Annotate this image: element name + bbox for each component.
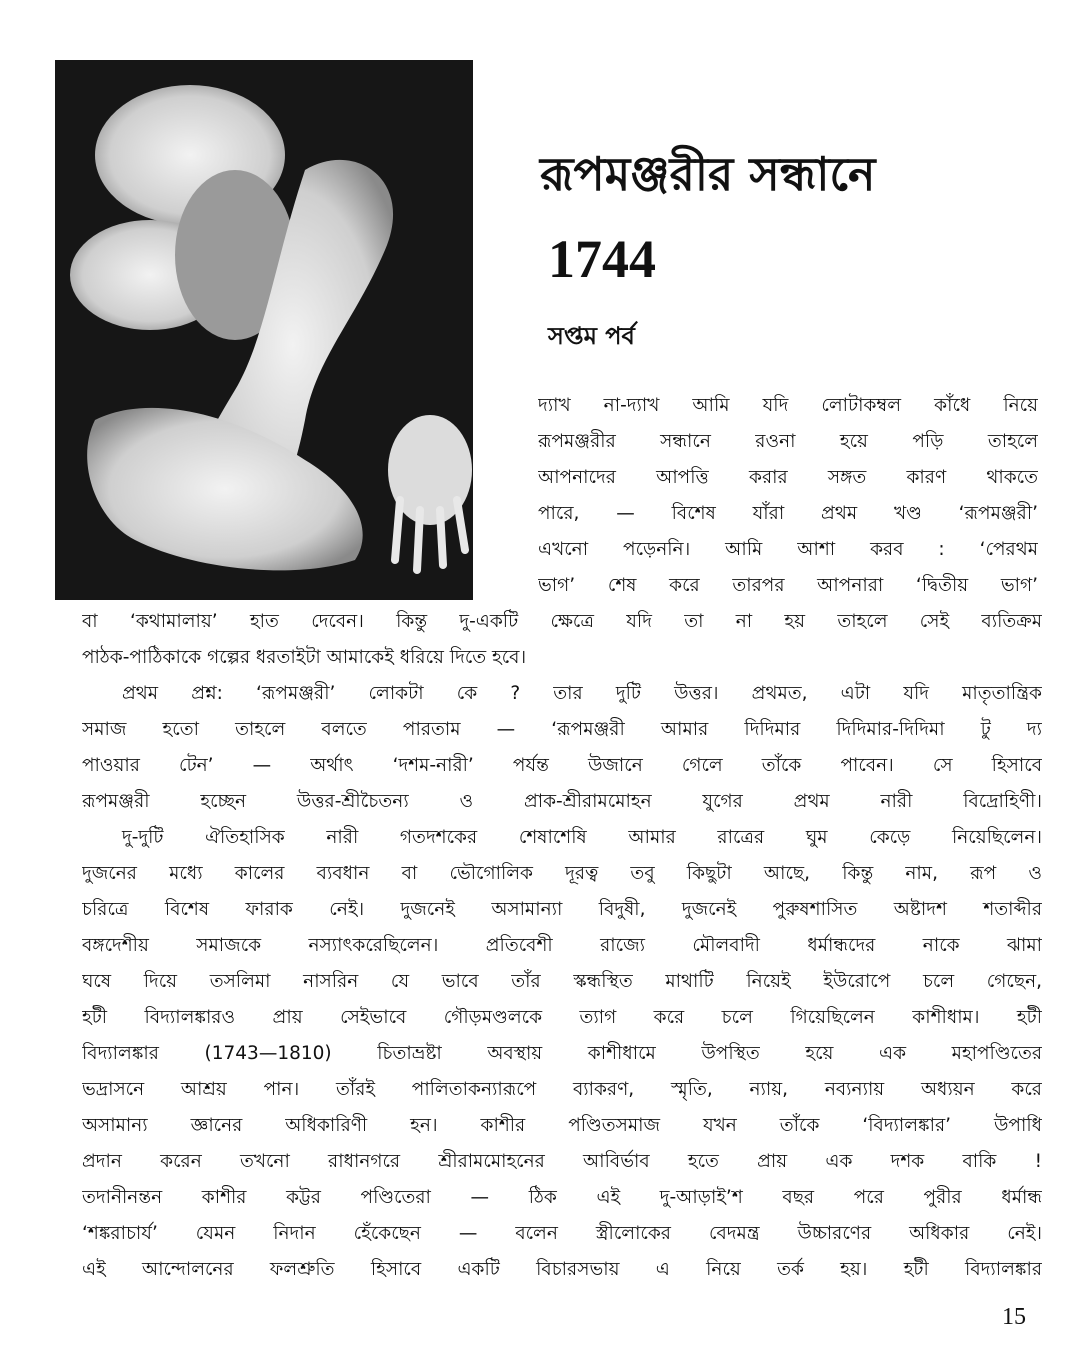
text-line: ঘষে দিয়ে তসলিমা নাসরিন যে ভাবে তাঁর স্কন্ধস্থিত মাথাটি নিয়েই ইউরোপে চলে গেছেন, [82,971,1042,992]
text-line: পারে, — বিশেষ যাঁরা প্রথম খণ্ড ‘রূপমঞ্জরী’ [538,503,1038,524]
text-line: ভদ্রাসনে আশ্রয় পান। তাঁরই পালিতাকন্যারূপে ব্যাকরণ, স্মৃতি, ন্যায়, নব্যন্যায় অধ্যয়ন করে [82,1079,1042,1100]
text-line: রূপমঞ্জরী হচ্ছেন উত্তর-শ্রীচৈতন্য ও প্রাক-শ্রীরামমোহন যুগের প্রথম নারী বিদ্রোহিণী। [82,791,1042,812]
article-title: রূপমঞ্জরীর সন্ধানে [540,147,876,201]
text-line: বিদ্যালঙ্কার (1743—1810) চিতাভ্রষ্টা অবস্থায় কাশীধামে উপস্থিত হয়ে এক মহাপণ্ডিতের [82,1043,1042,1064]
text-line: প্রদান করেন তখনো রাধানগরে শ্রীরামমোহনের আবির্ভাব হতে প্রায় এক দশক বাকি ! [82,1151,1042,1172]
text-line: তদানীনন্তন কাশীর কট্টর পণ্ডিতেরা — ঠিক এই দু-আড়াই’শ বছর পরে পুরীর ধর্মান্ধ [82,1187,1042,1208]
text-line: ‘শঙ্করাচার্য’ যেমন নিদান হেঁকেছেন — বলেন স্ত্রীলোকের বেদমন্ত্র উচ্চারণের অধিকার নেই। [82,1223,1042,1244]
text-line: অসামান্য জ্ঞানের অধিকারিণী হন। কাশীর পণ্ডিতসমাজ যখন তাঁকে ‘বিদ্যালঙ্কার’ উপাধি [82,1115,1042,1136]
article-year: 1744 [548,229,656,289]
text-line: আপনাদের আপত্তি করার সঙ্গত কারণ থাকতে [538,467,1038,488]
text-line: বঙ্গদেশীয় সমাজকে নস্যাৎকরেছিলেন। প্রতিবেশী রাজ্যে মৌলবাদী ধর্মান্ধদের নাকে ঝামা [82,935,1042,956]
text-line: প্রথম প্রশ্ন: ‘রূপমঞ্জরী’ লোকটা কে ? তার দুটি উত্তর। প্রথমত, এটা যদি মাতৃতান্ত্রিক [122,683,1042,704]
sculpture-photo [55,60,473,600]
text-line: চরিত্রে বিশেষ ফারাক নেই। দুজনেই অসামান্যা বিদুষী, দুজনেই পুরুষশাসিত অষ্টাদশ শতাব্দীর [82,899,1042,920]
text-line: এখনো পড়েননি। আমি আশা করব : ‘পেরথম [538,539,1038,560]
column-text [538,388,1038,604]
article-part: সপ্তম পর্ব [548,321,635,350]
text-line: রূপমঞ্জরীর সন্ধানে রওনা হয়ে পড়ি তাহলে [538,431,1038,452]
text-line: দ্যাখ না-দ্যাখ আমি যদি লোটাকম্বল কাঁধে নিয়ে [538,395,1038,416]
text-line: এই আন্দোলনের ফলশ্রুতি হিসাবে একটি বিচারসভায় এ নিয়ে তর্ক হয়। হটী বিদ্যালঙ্কার [82,1259,1042,1280]
page-number: 15 [1002,1304,1026,1330]
text-line: দুজনের মধ্যে কালের ব্যবধান বা ভৌগোলিক দূরত্ব তবু কিছুটা আছে, কিন্তু নাম, রূপ ও [82,863,1042,884]
text-line: বা ‘কথামালায়’ হাত দেবেন। কিন্তু দু-একটি ক্ষেত্রে যদি তা না হয় তাহলে সেই ব্যতিক্রম [82,611,1042,632]
body-text [82,604,1042,1288]
text-line: হটী বিদ্যালঙ্কারও প্রায় সেইভাবে গৌড়মণ্ডলকে ত্যাগ করে চলে গিয়েছিলেন কাশীধাম। হটী [82,1007,1042,1028]
text-line: সমাজ হতো তাহলে বলতে পারতাম — ‘রূপমঞ্জরী আমার দিদিমার দিদিমার-দিদিমা টু দ্য [82,719,1042,740]
text-line: পাওয়ার টেন’ — অর্থাৎ ‘দশম-নারী’ পর্যন্ত উজানে গেলে তাঁকে পাবেন। সে হিসাবে [82,755,1042,776]
text-line: দু-দুটি ঐতিহাসিক নারী গতদশকের শেষাশেষি আমার রাত্রের ঘুম কেড়ে নিয়েছিলেন। [122,827,1042,848]
text-line: ভাগ’ শেষ করে তারপর আপনারা ‘দ্বিতীয় ভাগ’ [538,575,1038,596]
text-line: পাঠক-পাঠিকাকে গল্পের ধরতাইটা আমাকেই ধরিয়ে দিতে হবে। [82,647,527,668]
